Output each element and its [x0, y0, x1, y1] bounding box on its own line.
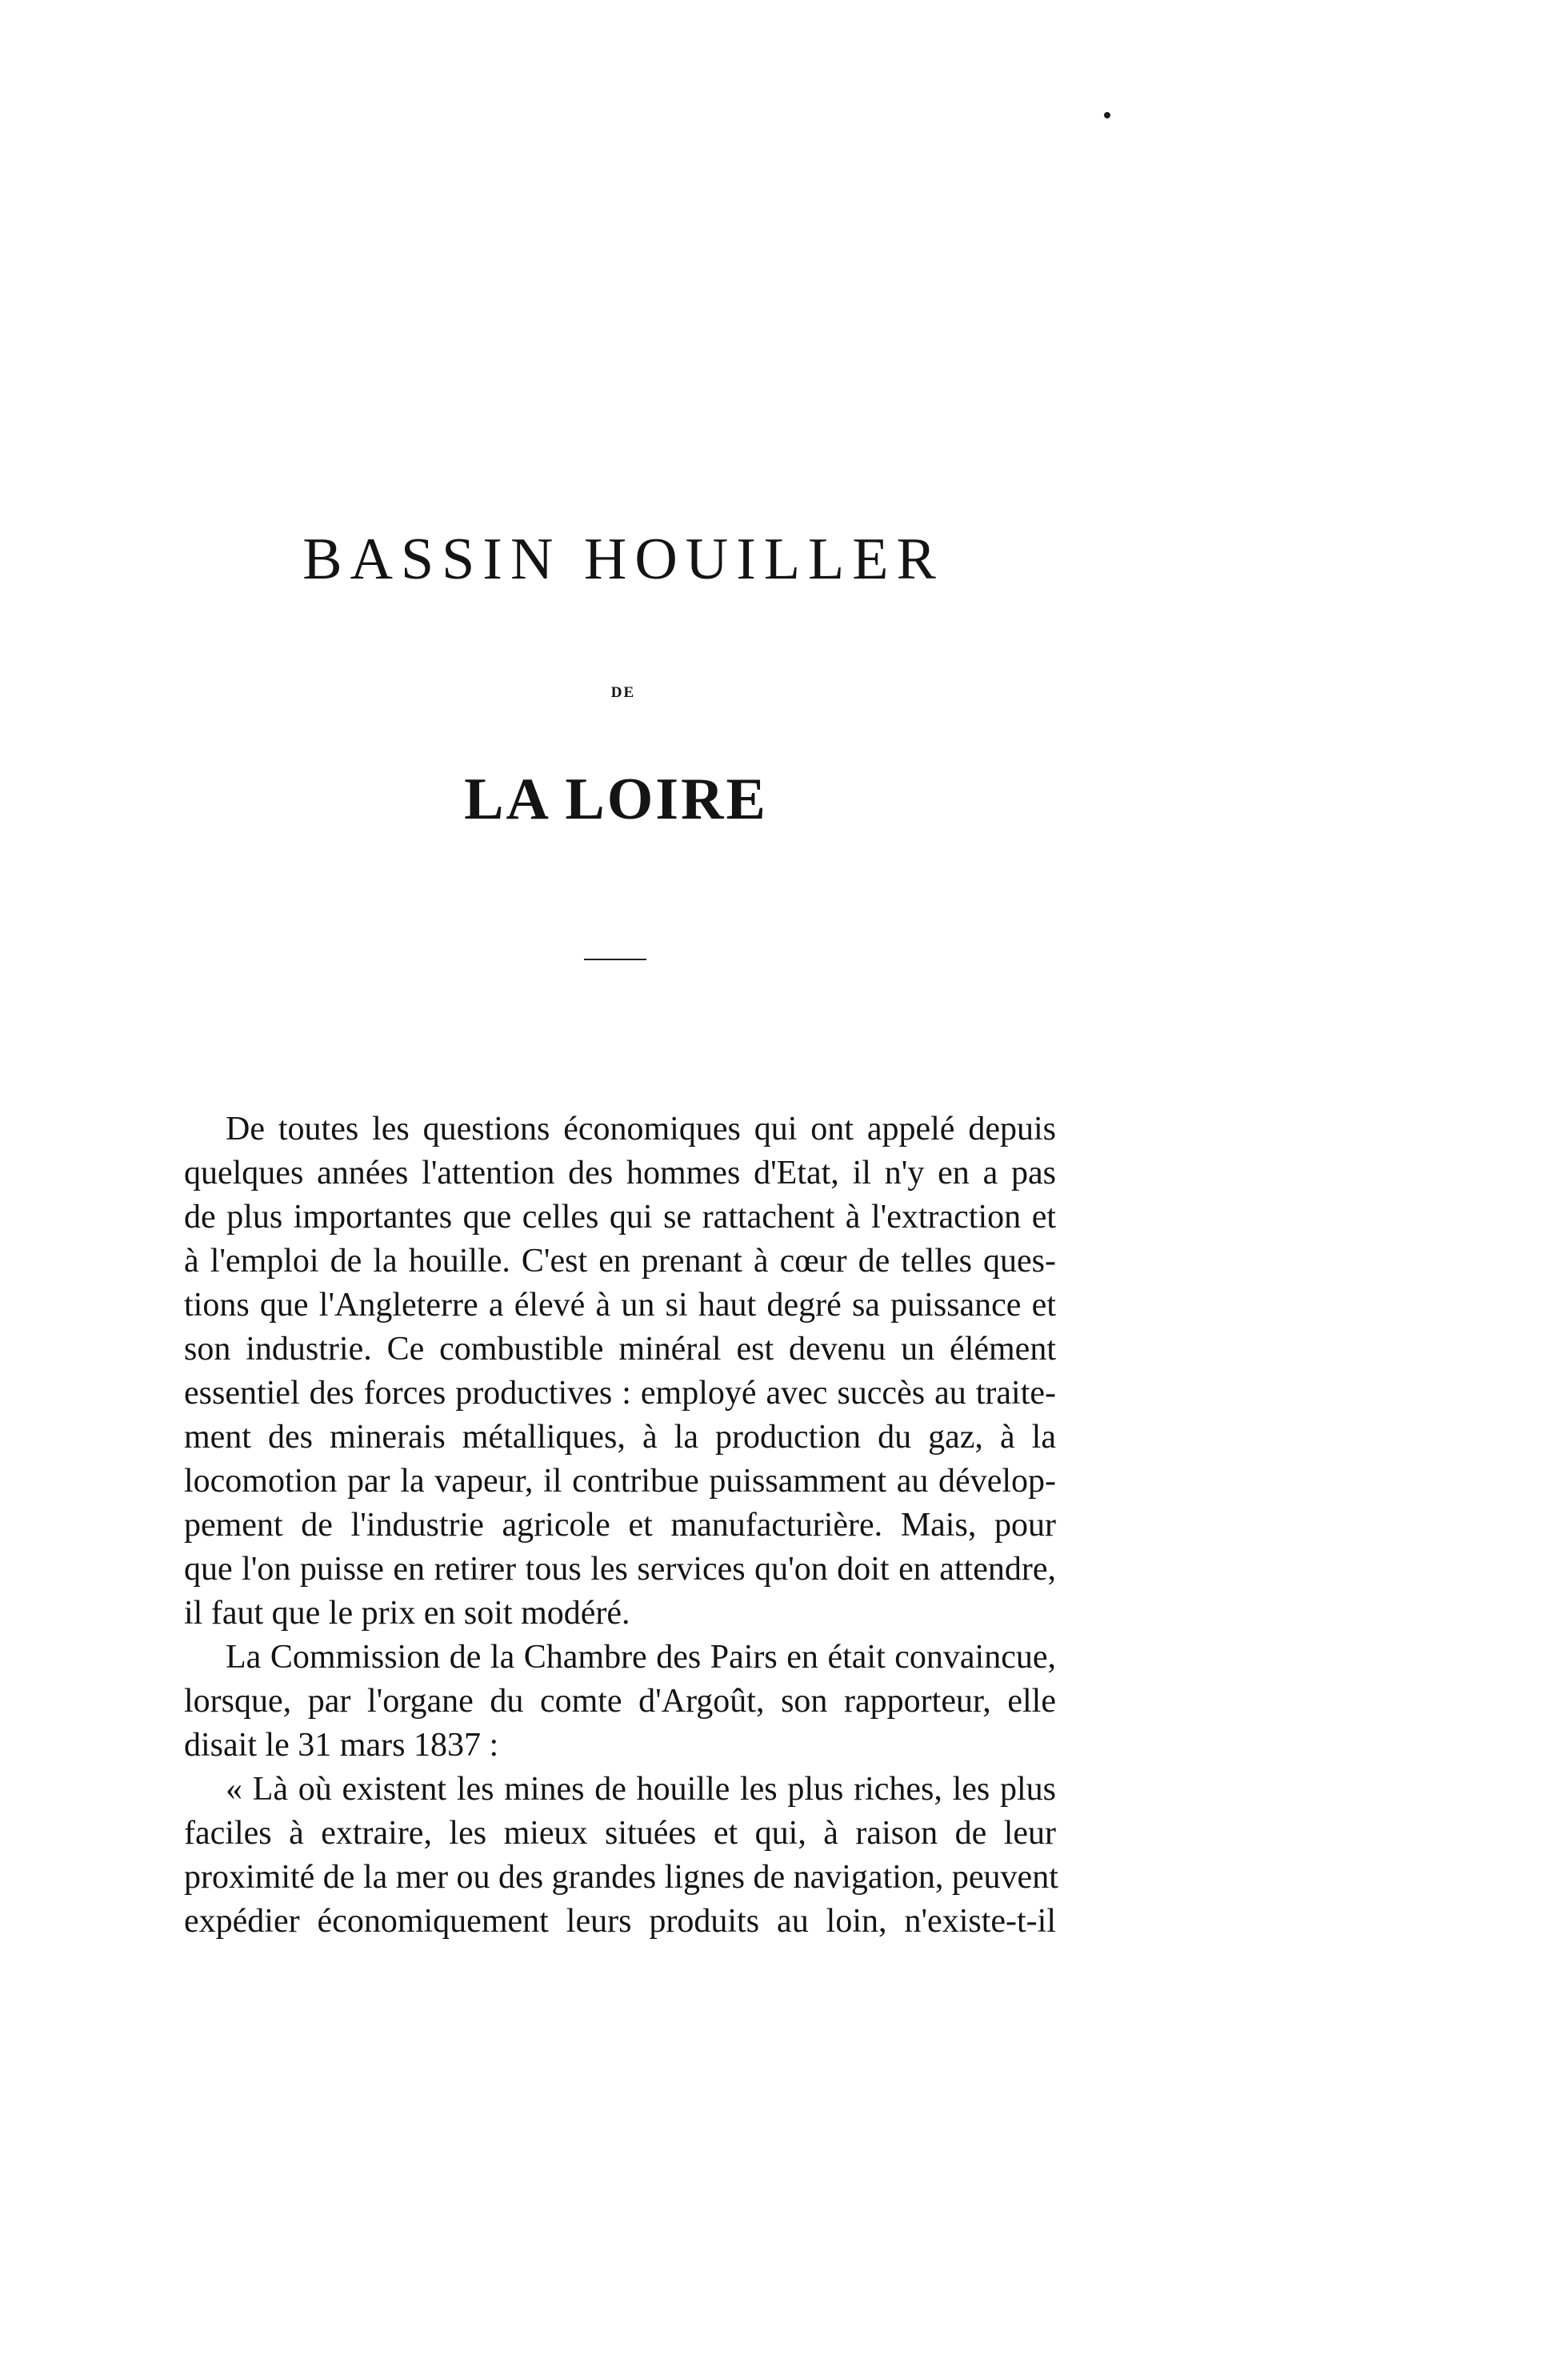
text-line: disait le 31 mars 1837 : [184, 1727, 499, 1764]
text-line: lorsque, par l'organe du comte d'Argoût, son rapporteur, elle [184, 1683, 1056, 1720]
text-line: essentiel des forces productives : employé avec succès au traite- [184, 1375, 1056, 1412]
text-line: La Commission de la Chambre des Pairs en était convaincue, [226, 1639, 1056, 1676]
text-line: faciles à extraire, les mieux situées et qui, à raison de leur [184, 1815, 1056, 1852]
text-line: locomotion par la vapeur, il contribue puissamment au dévelop- [184, 1463, 1056, 1500]
text-line: proximité de la mer ou des grandes lignes de navigation, peuvent [184, 1859, 1058, 1896]
body-text [184, 1107, 1056, 1944]
paragraph-3 [184, 1768, 1056, 1944]
paragraph-1 [184, 1107, 1056, 1636]
text-line: « Là où existent les mines de houille les plus riches, les plus [226, 1771, 1056, 1808]
title-de: DE [610, 684, 636, 701]
text-line: que l'on puisse en retirer tous les services qu'on doit en attendre, [184, 1551, 1056, 1588]
paragraph-2 [184, 1636, 1056, 1768]
text-line: tions que l'Angleterre a élevé à un si haut degré sa puissance et [184, 1287, 1056, 1324]
text-line: il faut que le prix en soit modéré. [184, 1595, 630, 1632]
ink-speck [1104, 112, 1110, 118]
title-main: BASSIN HOUILLER [302, 527, 944, 592]
text-line: son industrie. Ce combustible minéral est devenu un élément [184, 1331, 1056, 1368]
text-line: expédier économiquement leurs produits au loin, n'existe-t-il [184, 1903, 1056, 1940]
text-line: pement de l'industrie agricole et manufacturière. Mais, pour [184, 1507, 1056, 1544]
text-line: de plus importantes que celles qui se rattachent à l'extraction et [184, 1199, 1056, 1236]
text-line: quelques années l'attention des hommes d'Etat, il n'y en a pas [184, 1155, 1056, 1192]
text-line: à l'emploi de la houille. C'est en prenant à cœur de telles ques- [184, 1243, 1056, 1280]
title-rule [584, 959, 646, 960]
text-line: De toutes les questions économiques qui ont appelé depuis [226, 1111, 1056, 1147]
text-line: ment des minerais métalliques, à la production du gaz, à la [184, 1419, 1056, 1456]
title-loire: LA LOIRE [464, 767, 768, 832]
